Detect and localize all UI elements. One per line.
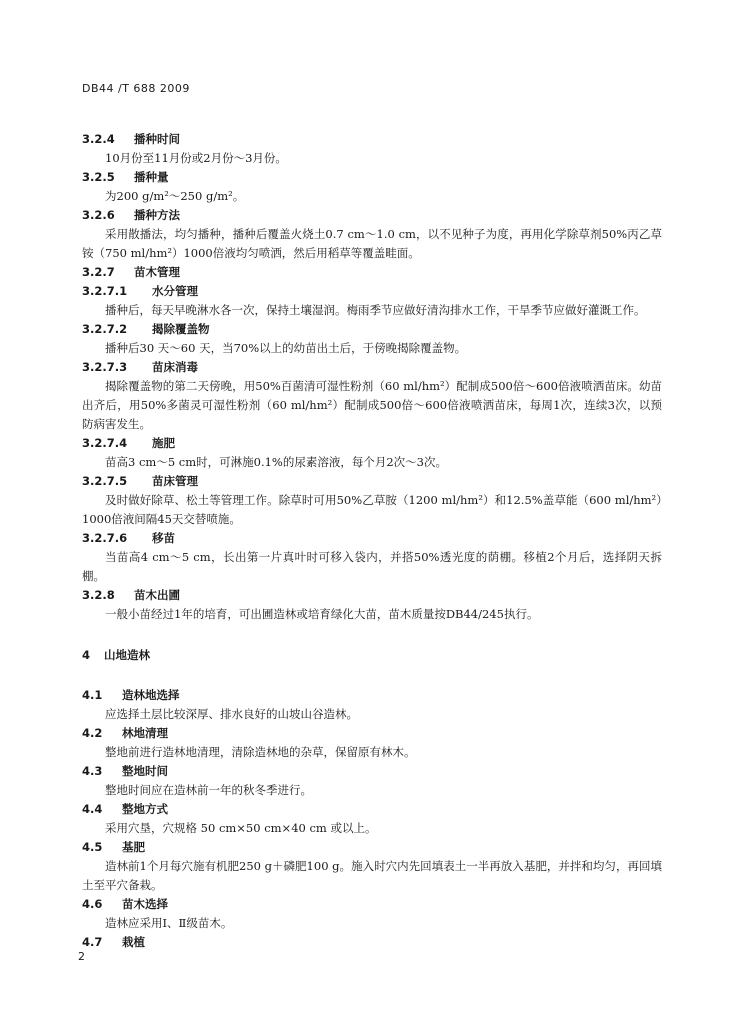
clause-text: 当苗高4 cm～5 cm，长出第一片真叶时可移入袋内，并搭50%透光度的荫棚。移植2个月后，选择阴天拆棚。	[82, 550, 662, 583]
clause-heading	[82, 282, 662, 301]
clause-heading	[82, 206, 662, 225]
clause-number: 3.2.5	[82, 170, 115, 184]
clause-heading	[82, 434, 662, 453]
clause-number: 3.2.7.1	[82, 284, 128, 298]
clause-text: 播种后30 天～60 天，当70%以上的幼苗出土后，于傍晚揭除覆盖物。	[105, 341, 467, 355]
clause-text: 整地前进行造林地清理，清除造林地的杂草，保留原有林木。	[105, 745, 416, 759]
clause-number: 3.2.7.6	[82, 531, 128, 545]
clause-number: 3.2.8	[82, 588, 115, 602]
clause-title: 整地方式	[122, 802, 168, 816]
clause-number: 4.1	[82, 688, 103, 702]
clause-title: 揭除覆盖物	[152, 322, 210, 336]
clause-number: 3.2.4	[82, 132, 115, 146]
clause-title: 造林地选择	[122, 688, 180, 702]
clause-heading	[82, 724, 662, 743]
clause-title: 整地时间	[122, 764, 168, 778]
clause-title: 水分管理	[152, 284, 198, 298]
clause-number: 4.3	[82, 764, 103, 778]
clause-heading	[82, 895, 662, 914]
clause-text: 整地时间应在造林前一年的秋冬季进行。	[105, 783, 312, 797]
clause-text: 揭除覆盖物的第二天傍晚，用50%百菌清可湿性粉剂（60 ml/hm²）配制成500倍～600倍液喷洒苗床。幼苗出齐后，用50%多菌灵可湿性粉剂（60 ml/hm²）配制成500倍～600倍液喷洒苗床，每周1次，连续3次，以预防病害发生。	[82, 379, 662, 431]
clause-number: 3.2.7.3	[82, 360, 128, 374]
clause-title: 苗床管理	[152, 474, 198, 488]
clause-text: 造林应采用Ⅰ、Ⅱ级苗木。	[105, 916, 233, 930]
section-number: 4	[82, 648, 91, 662]
clause-text: 及时做好除草、松土等管理工作。除草时可用50%乙草胺（1200 ml/hm²）和12.5%盖草能（600 ml/hm²）1000倍液间隔45天交替喷施。	[82, 493, 662, 526]
clause-text: 采用穴垦，穴规格 50 cm×50 cm×40 cm 或以上。	[105, 821, 377, 835]
clause-title: 苗木管理	[134, 265, 180, 279]
clause-heading	[82, 168, 662, 187]
clause-text: 播种后，每天早晚淋水各一次，保持土壤湿润。梅雨季节应做好清沟排水工作，干旱季节应做好灌溉工作。	[105, 303, 646, 317]
clause-title: 基肥	[122, 840, 145, 854]
clause-number: 3.2.7.5	[82, 474, 128, 488]
clause-heading	[82, 686, 662, 705]
page-number: 2	[78, 950, 85, 963]
clause-title: 苗木出圃	[134, 588, 180, 602]
clause-title: 播种时间	[134, 132, 180, 146]
clause-heading	[82, 320, 662, 339]
clause-number: 4.2	[82, 726, 103, 740]
clause-heading	[82, 586, 662, 605]
section-title: 山地造林	[104, 648, 150, 662]
clause-title: 栽植	[122, 935, 145, 949]
clause-heading	[82, 838, 662, 857]
clause-number: 3.2.7	[82, 265, 115, 279]
clause-text: 一般小苗经过1年的培育，可出圃造林或培育绿化大苗，苗木质量按DB44/245执行。	[105, 607, 539, 621]
clause-text: 10月份至11月份或2月份～3月份。	[105, 151, 287, 165]
clause-number: 3.2.7.2	[82, 322, 128, 336]
clause-heading	[82, 472, 662, 491]
clause-text: 造林前1个月每穴施有机肥250 g＋磷肥100 g。施入时穴内先回填表土一半再放入基肥，并拌和均匀，再回填土至平穴备栽。	[82, 859, 662, 892]
clause-text: 采用散播法，均匀播种，播种后覆盖火烧土0.7 cm～1.0 cm，以不见种子为度，再用化学除草剂50%丙乙草铵（750 ml/hm²）1000倍液均匀喷洒，然后用稻草等覆盖畦面。	[82, 227, 662, 260]
clause-text: 为200 g/m²～250 g/m²。	[105, 189, 245, 203]
clause-heading	[82, 762, 662, 781]
clause-number: 4.4	[82, 802, 103, 816]
clause-title: 播种量	[134, 170, 169, 184]
clause-title: 移苗	[152, 531, 175, 545]
clause-title: 苗木选择	[122, 897, 168, 911]
clause-heading	[82, 529, 662, 548]
standard-code-header: DB44 /T 688 2009	[82, 82, 190, 95]
clause-text: 应选择土层比较深厚、排水良好的山坡山谷造林。	[105, 707, 358, 721]
section-heading	[82, 646, 662, 665]
document-body	[82, 130, 662, 952]
clause-title: 播种方法	[134, 208, 180, 222]
clause-number: 4.6	[82, 897, 103, 911]
clause-title: 施肥	[152, 436, 175, 450]
clause-title: 苗床消毒	[152, 360, 198, 374]
clause-heading	[82, 130, 662, 149]
clause-heading	[82, 263, 662, 282]
clause-heading	[82, 933, 662, 952]
clause-heading	[82, 800, 662, 819]
clause-title: 林地清理	[122, 726, 168, 740]
clause-number: 4.7	[82, 935, 103, 949]
clause-number: 4.5	[82, 840, 103, 854]
clause-number: 3.2.6	[82, 208, 115, 222]
clause-heading	[82, 358, 662, 377]
clause-text: 苗高3 cm～5 cm时，可淋施0.1%的尿素溶液，每个月2次～3次。	[105, 455, 447, 469]
clause-number: 3.2.7.4	[82, 436, 128, 450]
